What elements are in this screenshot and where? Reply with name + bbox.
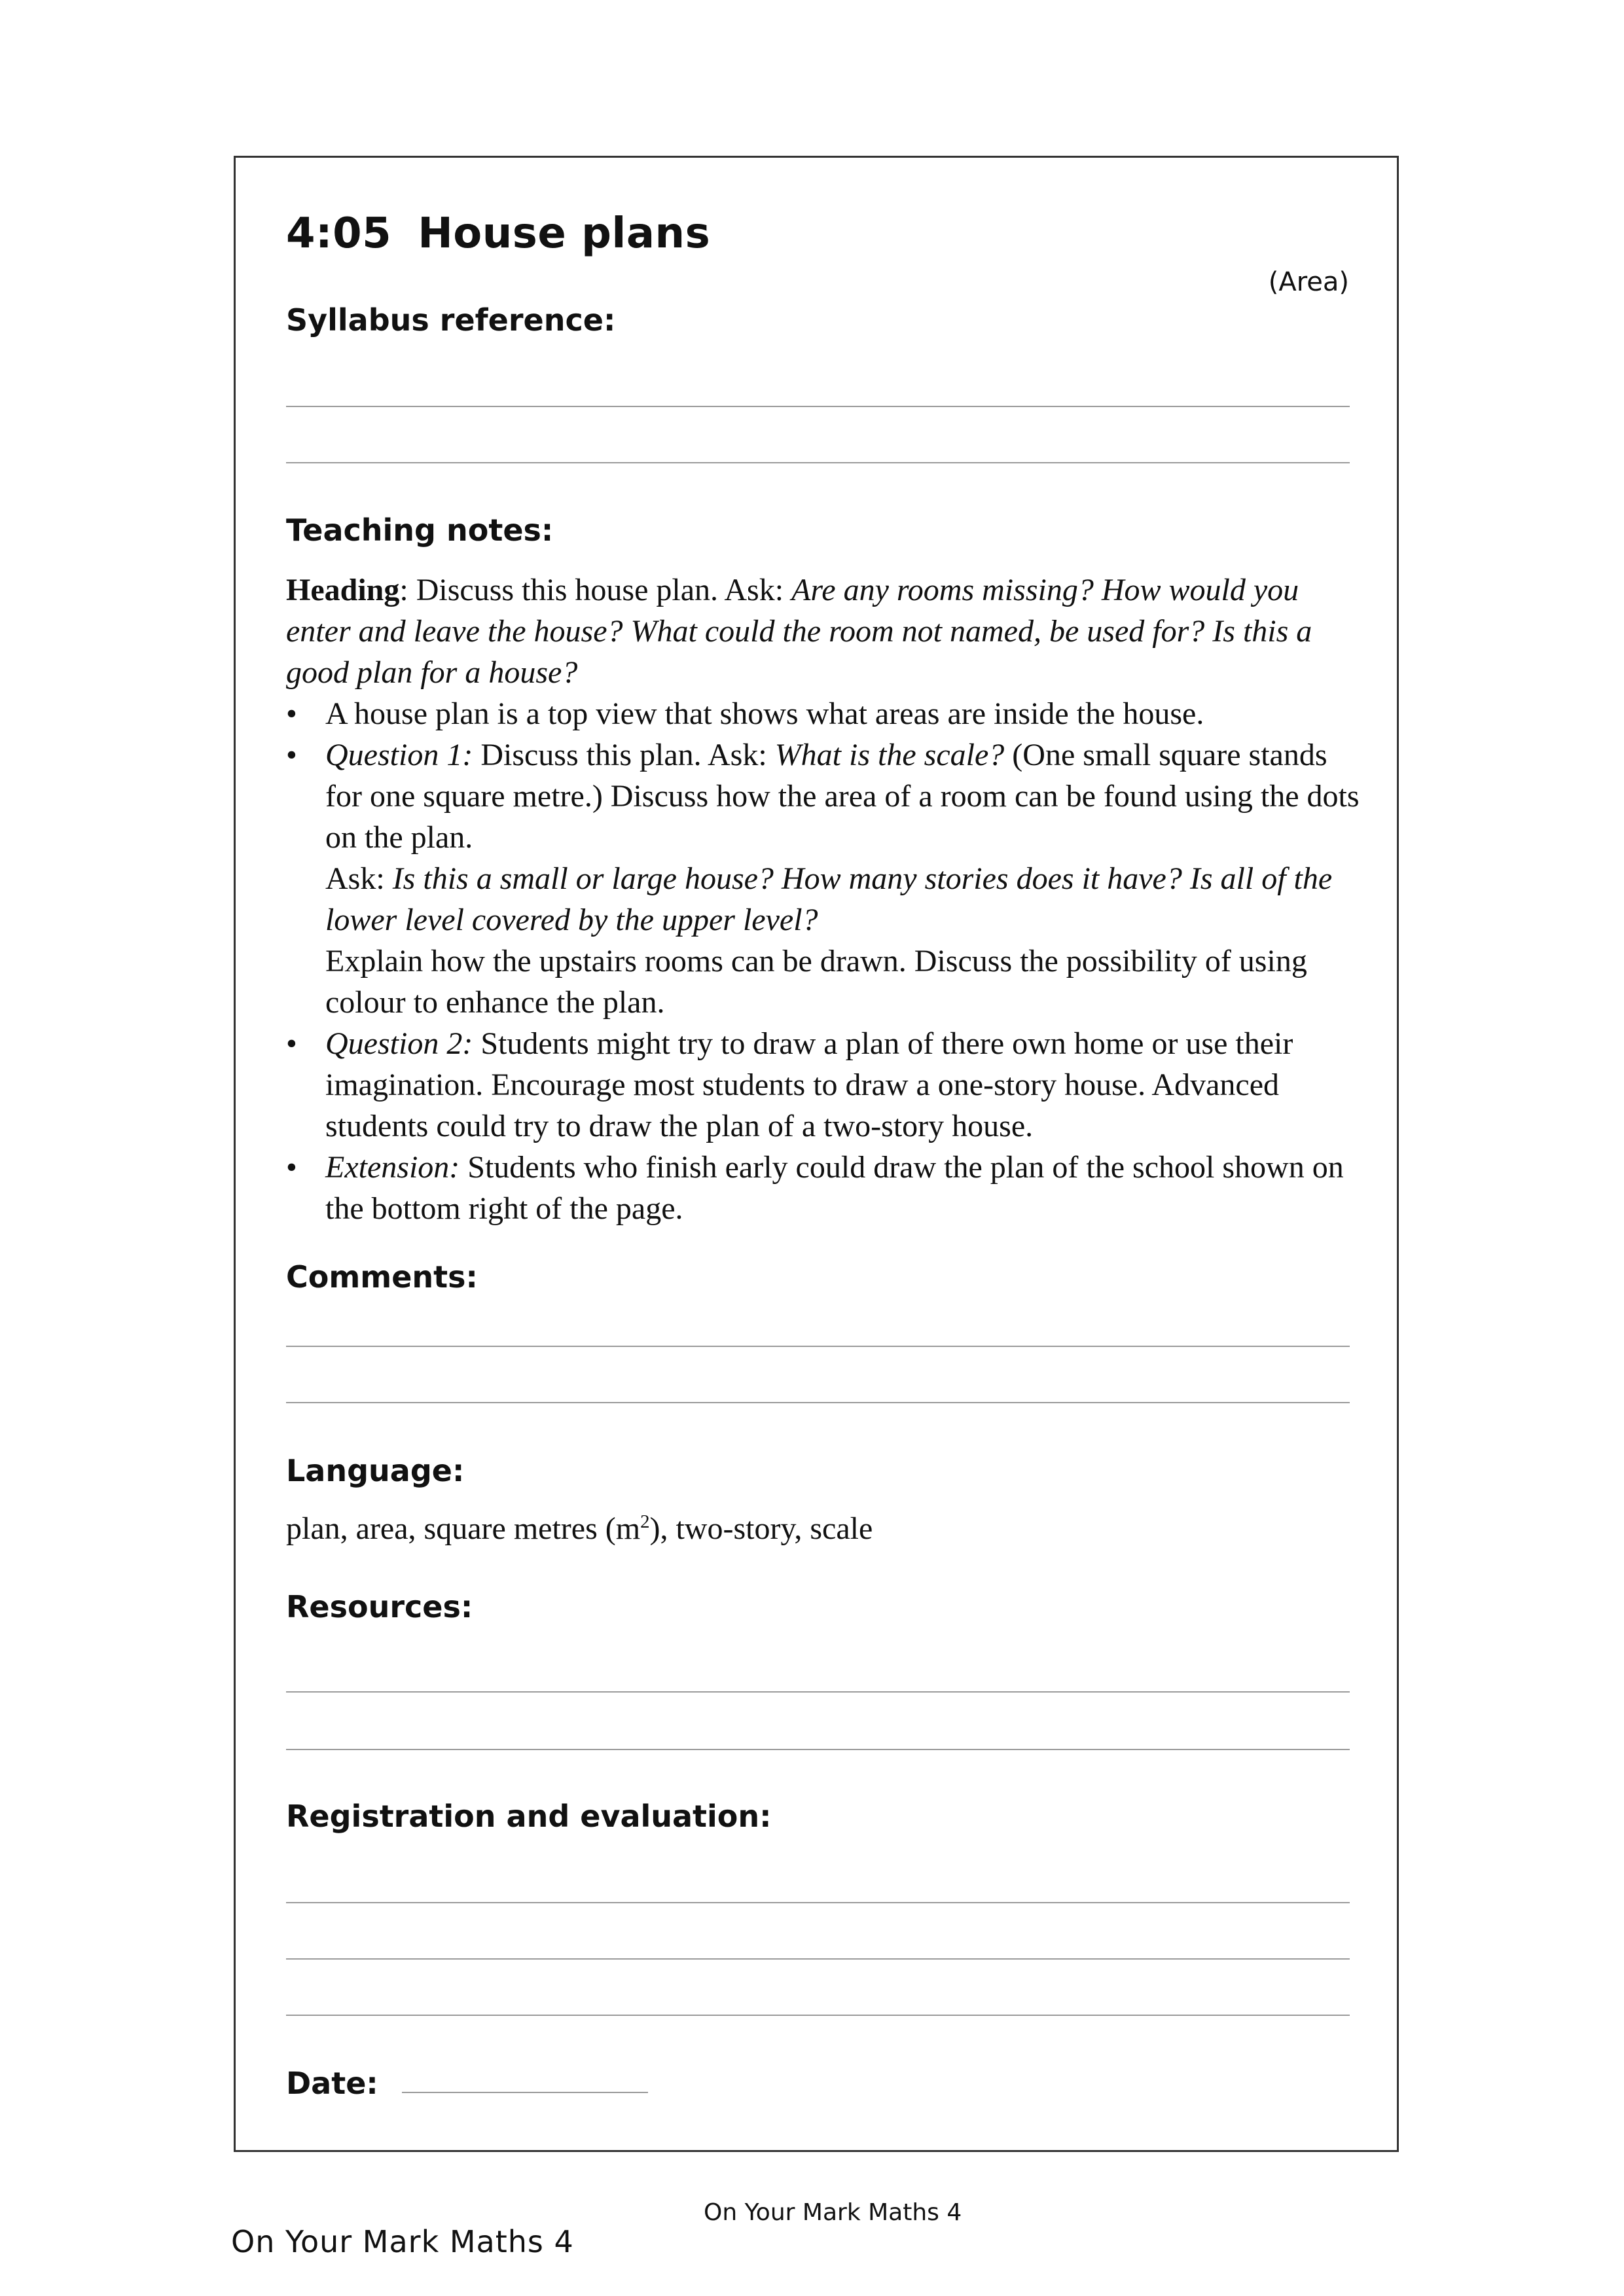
teaching-heading: Teaching notes:	[286, 512, 554, 548]
comments-line-2	[286, 1402, 1350, 1403]
question-1-text: Discuss this plan. Ask:	[473, 738, 775, 772]
heading-label: Heading	[286, 573, 400, 607]
language-terms	[286, 1511, 873, 1547]
comments-heading: Comments:	[286, 1259, 478, 1295]
page-title-text: House plans	[418, 209, 711, 258]
question-2-text: Students might try to draw a plan of there own home or use their imagination. Encourage most students to draw a one-story house. Advanced students could try to draw the plan of a two-story house.	[325, 1026, 1293, 1143]
syllabus-line-1	[286, 406, 1350, 407]
syllabus-line-2	[286, 462, 1350, 463]
registration-line-3	[286, 2015, 1350, 2016]
registration-line-2	[286, 1958, 1350, 1960]
extension-text: Students who finish early could draw the plan of the school shown on the bottom right of the page.	[325, 1150, 1344, 1226]
heading-note	[286, 569, 1360, 693]
registration-heading: Registration and evaluation:	[286, 1799, 772, 1834]
extension-label: Extension:	[325, 1150, 460, 1185]
list-item	[286, 1147, 1360, 1229]
question-2-label: Question 2:	[325, 1026, 473, 1061]
comments-line-1	[286, 1346, 1350, 1347]
topic-tag: (Area)	[1268, 267, 1349, 297]
date-label: Date:	[286, 2066, 378, 2101]
language-sup: 2	[640, 1511, 650, 1532]
question-1-ask: Ask:	[325, 861, 393, 896]
question-1-explain: Explain how the upstairs rooms can be drawn. Discuss the possibility of using colour to enhance the plan.	[325, 944, 1307, 1020]
teaching-notes	[286, 569, 1360, 1229]
resources-line-2	[286, 1749, 1350, 1750]
list-item	[286, 734, 1360, 1023]
notes-list	[286, 693, 1360, 1229]
question-1-questions: Is this a small or large house? How many stories does it have? Is all of the lower level covered by the upper level?	[325, 861, 1333, 937]
resources-heading: Resources:	[286, 1589, 473, 1624]
question-1-scale: What is the scale?	[774, 738, 1005, 772]
language-part-1: plan, area, square metres (m	[286, 1511, 641, 1546]
language-heading: Language:	[286, 1453, 465, 1488]
question-1-label: Question 1:	[325, 738, 473, 772]
page-number: 4:05	[286, 209, 392, 258]
heading-questions: Are any rooms missing? How would you enter and leave the house? What could the room not named, be used for? Is this a good plan for a house?	[286, 573, 1312, 690]
resources-line-1	[286, 1691, 1350, 1693]
list-item	[286, 693, 1360, 734]
registration-line-1	[286, 1902, 1350, 1903]
heading-text: : Discuss this house plan. Ask:	[399, 573, 792, 607]
footer-center: On Your Mark Maths 4	[704, 2199, 962, 2226]
date-line	[402, 2092, 648, 2093]
syllabus-heading: Syllabus reference:	[286, 302, 616, 338]
footer-left: On Your Mark Maths 4	[231, 2224, 574, 2259]
language-part-2: ), two-story, scale	[649, 1511, 873, 1546]
question-1-detail: (One small square stands for one square metre.) Discuss how the area of a room can be found using the dots on the plan.	[325, 738, 1360, 855]
page-title	[286, 209, 710, 258]
list-item	[286, 1023, 1360, 1147]
bullet-1-text: A house plan is a top view that shows what areas are inside the house.	[325, 696, 1204, 731]
